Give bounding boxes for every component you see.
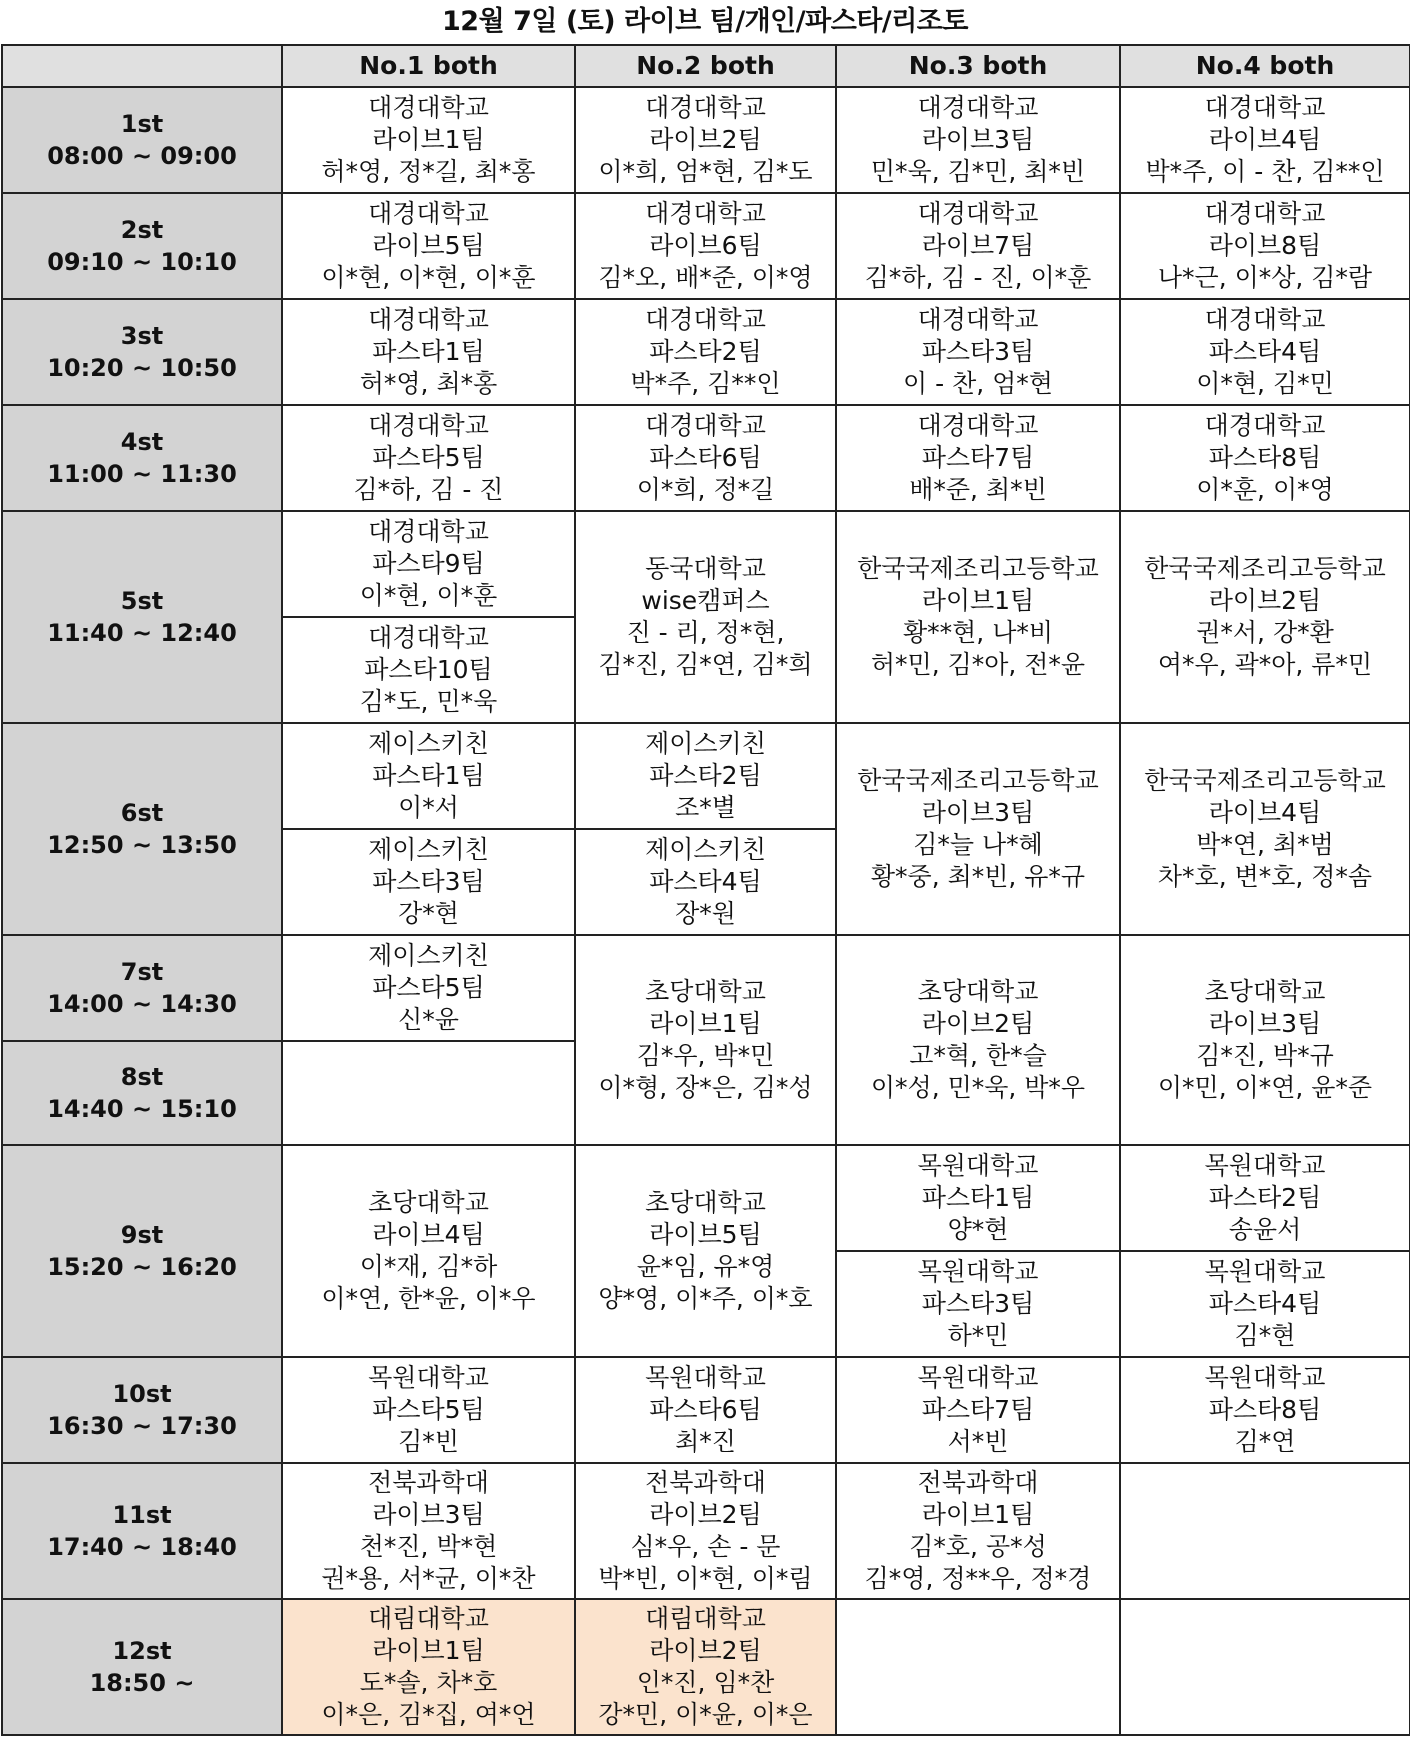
team-cell: [575, 1463, 836, 1599]
team-cell: [836, 1251, 1120, 1357]
slot-time: 14:00 ~ 14:30: [47, 990, 237, 1018]
cell-line: 파스타10팀: [364, 655, 493, 684]
cell-line: 김*하, 김 - 진, 이*훈: [864, 263, 1092, 292]
cell-line: 제이스키친: [645, 729, 766, 758]
team-cell: [1120, 87, 1410, 193]
cell-line: 이*희, 엄*현, 김*도: [598, 157, 813, 186]
slot-time: 17:40 ~ 18:40: [47, 1533, 237, 1561]
cell-line: 라이브1팀: [921, 586, 1035, 615]
time-slot: [2, 1463, 282, 1599]
time-slot: [2, 1041, 282, 1145]
table-row: [2, 1145, 1410, 1251]
team-cell: [575, 1145, 836, 1357]
cell-line: 김*진, 김*연, 김*희: [598, 650, 813, 679]
header-booth-2: No.2 both: [575, 45, 836, 87]
cell-line: 목원대학교: [1204, 1363, 1326, 1392]
cell-line: 목원대학교: [1204, 1257, 1326, 1286]
cell-line: 허*영, 최*홍: [359, 369, 498, 398]
cell-line: 파스타5팀: [372, 1395, 485, 1424]
cell-line: 김*영, 정**우, 정*경: [864, 1564, 1092, 1593]
cell-line: 인*진, 임*찬: [636, 1668, 775, 1697]
cell-line: 배*준, 최*빈: [909, 475, 1047, 504]
cell-line: 파스타1팀: [372, 337, 485, 366]
cell-line: 파스타2팀: [1208, 1183, 1322, 1212]
cell-line: 라이브2팀: [649, 1636, 762, 1665]
time-slot: [2, 193, 282, 299]
cell-line: 김*우, 박*민: [636, 1041, 775, 1070]
cell-line: 라이브3팀: [921, 125, 1035, 154]
cell-line: 황*중, 최*빈, 유*규: [870, 862, 1086, 891]
cell-line: 이*현, 김*민: [1196, 369, 1334, 398]
cell-line: 양*영, 이*주, 이*호: [598, 1284, 813, 1313]
cell-line: 허*영, 정*길, 최*홍: [321, 157, 536, 186]
team-cell-highlighted: [575, 1599, 836, 1735]
slot-name: 6st: [120, 799, 164, 827]
cell-line: 한국국제조리고등학교: [857, 766, 1099, 795]
cell-line: 여*우, 곽*아, 류*민: [1157, 650, 1373, 679]
cell-line: 파스타7팀: [921, 443, 1035, 472]
slot-time: 15:20 ~ 16:20: [47, 1253, 237, 1281]
table-row: [2, 1357, 1410, 1463]
cell-line: 라이브1팀: [921, 1500, 1035, 1529]
empty-cell: [1120, 1599, 1410, 1735]
slot-name: 1st: [120, 110, 164, 138]
cell-line: 황**현, 나*비: [903, 618, 1053, 647]
cell-line: 김*늘 나*혜: [913, 830, 1043, 859]
cell-line: 전북과학대: [917, 1468, 1039, 1497]
cell-line: 김*연: [1234, 1427, 1296, 1456]
empty-cell: [282, 1041, 575, 1145]
slot-name: 12st: [112, 1637, 172, 1665]
cell-line: 라이브4팀: [1208, 798, 1322, 827]
team-cell: [575, 511, 836, 723]
cell-line: 대경대학교: [645, 411, 766, 440]
team-cell: [836, 1357, 1120, 1463]
cell-line: 김*현: [1234, 1321, 1296, 1350]
cell-line: 이*은, 김*집, 여*언: [321, 1700, 536, 1729]
team-cell: [1120, 935, 1410, 1145]
cell-line: 라이브2팀: [921, 1009, 1035, 1038]
cell-line: 대림대학교: [368, 1604, 489, 1633]
team-cell: [836, 1145, 1120, 1251]
cell-line: 파스타2팀: [649, 761, 762, 790]
slot-name: 9st: [120, 1221, 164, 1249]
time-slot: [2, 723, 282, 935]
cell-line: 전북과학대: [368, 1468, 489, 1497]
cell-line: 제이스키친: [645, 835, 766, 864]
slot-time: 12:50 ~ 13:50: [47, 831, 237, 859]
cell-line: 목원대학교: [1204, 1151, 1326, 1180]
time-slot: [2, 1599, 282, 1735]
time-slot: [2, 511, 282, 723]
header-row: [2, 45, 1410, 87]
team-cell: [1120, 193, 1410, 299]
slot-time: 08:00 ~ 09:00: [47, 142, 237, 170]
slot-name: 4st: [120, 428, 164, 456]
team-cell: [575, 87, 836, 193]
cell-line: 대경대학교: [1204, 93, 1326, 122]
cell-line: 대림대학교: [645, 1604, 766, 1633]
slot-name: 7st: [120, 958, 164, 986]
team-cell: [282, 1463, 575, 1599]
cell-line: 파스타3팀: [921, 337, 1035, 366]
header-booth-1: No.1 both: [282, 45, 575, 87]
cell-line: wise캠퍼스: [641, 586, 770, 615]
cell-line: 대경대학교: [368, 93, 489, 122]
team-cell: [575, 1357, 836, 1463]
table-row: [2, 935, 1410, 1041]
cell-line: 라이브2팀: [1208, 586, 1322, 615]
cell-line: 박*주, 김**인: [630, 369, 781, 398]
cell-line: 대경대학교: [917, 305, 1039, 334]
cell-line: 이*훈, 이*영: [1196, 475, 1334, 504]
slot-time: 09:10 ~ 10:10: [47, 248, 237, 276]
cell-line: 목원대학교: [917, 1363, 1039, 1392]
cell-line: 김*도, 민*욱: [359, 687, 498, 716]
cell-line: 대경대학교: [917, 411, 1039, 440]
cell-line: 윤*임, 유*영: [636, 1252, 775, 1281]
cell-line: 서*빈: [947, 1427, 1009, 1456]
cell-line: 라이브7팀: [921, 231, 1035, 260]
time-slot: [2, 935, 282, 1041]
slot-time: 14:40 ~ 15:10: [47, 1095, 237, 1123]
cell-line: 한국국제조리고등학교: [857, 554, 1099, 583]
cell-line: 대경대학교: [1204, 305, 1326, 334]
cell-line: 파스타5팀: [372, 973, 485, 1002]
table-row: [2, 511, 1410, 617]
cell-line: 초당대학교: [368, 1188, 489, 1217]
cell-line: 동국대학교: [645, 554, 766, 583]
cell-line: 파스타6팀: [649, 1395, 762, 1424]
team-cell: [575, 405, 836, 511]
cell-line: 장*원: [675, 899, 736, 928]
cell-line: 나*근, 이*상, 김*람: [1157, 263, 1373, 292]
cell-line: 대경대학교: [917, 93, 1039, 122]
cell-line: 라이브2팀: [649, 125, 762, 154]
team-cell: [575, 829, 836, 935]
cell-line: 대경대학교: [368, 199, 489, 228]
cell-line: 이*현, 이*훈: [359, 581, 498, 610]
slot-name: 11st: [112, 1501, 172, 1529]
cell-line: 대경대학교: [368, 517, 489, 546]
team-cell: [836, 405, 1120, 511]
team-cell: [282, 935, 575, 1041]
team-cell: [836, 1463, 1120, 1599]
team-cell: [836, 935, 1120, 1145]
table-row: [2, 1599, 1410, 1735]
cell-line: 최*진: [675, 1427, 736, 1456]
cell-line: 라이브1팀: [372, 1636, 485, 1665]
cell-line: 김*오, 배*준, 이*영: [598, 263, 813, 292]
cell-line: 파스타1팀: [372, 761, 485, 790]
cell-line: 라이브4팀: [1208, 125, 1322, 154]
table-row: [2, 723, 1410, 829]
cell-line: 강*민, 이*윤, 이*은: [598, 1700, 813, 1729]
cell-line: 권*용, 서*균, 이*찬: [321, 1564, 536, 1593]
team-cell: [282, 1357, 575, 1463]
cell-line: 라이브4팀: [372, 1220, 485, 1249]
empty-cell: [836, 1599, 1120, 1735]
team-cell: [282, 193, 575, 299]
cell-line: 파스타6팀: [649, 443, 762, 472]
team-cell: [1120, 1357, 1410, 1463]
cell-line: 파스타5팀: [372, 443, 485, 472]
team-cell: [836, 723, 1120, 935]
slot-name: 5st: [120, 587, 164, 615]
cell-line: 권*서, 강*환: [1196, 618, 1334, 647]
cell-line: 도*솔, 차*호: [359, 1668, 498, 1697]
cell-line: 박*연, 최*범: [1196, 830, 1334, 859]
team-cell: [282, 723, 575, 829]
team-cell: [575, 723, 836, 829]
table-row: [2, 193, 1410, 299]
cell-line: 이*현, 이*현, 이*훈: [321, 263, 536, 292]
cell-line: 민*욱, 김*민, 최*빈: [870, 157, 1086, 186]
cell-line: 라이브2팀: [649, 1500, 762, 1529]
slot-name: 3st: [120, 322, 164, 350]
team-cell: [575, 935, 836, 1145]
cell-line: 이*연, 한*윤, 이*우: [321, 1284, 536, 1313]
cell-line: 라이브1팀: [372, 125, 485, 154]
cell-line: 파스타1팀: [921, 1183, 1035, 1212]
cell-line: 라이브3팀: [921, 798, 1035, 827]
cell-line: 대경대학교: [368, 623, 489, 652]
team-cell: [282, 511, 575, 617]
cell-line: 김*진, 박*규: [1196, 1041, 1334, 1070]
cell-line: 신*윤: [398, 1005, 459, 1034]
slot-name: 10st: [112, 1380, 172, 1408]
cell-line: 파스타2팀: [649, 337, 762, 366]
cell-line: 파스타8팀: [1208, 1395, 1322, 1424]
cell-line: 파스타8팀: [1208, 443, 1322, 472]
cell-line: 고*혁, 한*슬: [909, 1041, 1047, 1070]
team-cell: [836, 87, 1120, 193]
time-slot: [2, 87, 282, 193]
team-cell: [1120, 405, 1410, 511]
cell-line: 한국국제조리고등학교: [1144, 554, 1386, 583]
slot-time: 10:20 ~ 10:50: [47, 354, 237, 382]
team-cell: [575, 299, 836, 405]
cell-line: 이*성, 민*욱, 박*우: [870, 1073, 1086, 1102]
cell-line: 초당대학교: [645, 1188, 766, 1217]
cell-line: 라이브3팀: [1208, 1009, 1322, 1038]
team-cell: [575, 193, 836, 299]
slot-name: 2st: [120, 216, 164, 244]
cell-line: 대경대학교: [1204, 411, 1326, 440]
cell-line: 대경대학교: [368, 305, 489, 334]
cell-line: 박*주, 이 - 찬, 김**인: [1145, 157, 1385, 186]
table-row: [2, 87, 1410, 193]
cell-line: 라이브5팀: [372, 231, 485, 260]
slot-time: 11:00 ~ 11:30: [47, 460, 237, 488]
slot-time: 18:50 ~: [89, 1669, 195, 1697]
cell-line: 김*빈: [398, 1427, 459, 1456]
cell-line: 파스타3팀: [372, 867, 485, 896]
cell-line: 전북과학대: [645, 1468, 766, 1497]
team-cell: [282, 617, 575, 723]
team-cell: [1120, 723, 1410, 935]
team-cell: [836, 299, 1120, 405]
team-cell: [1120, 1251, 1410, 1357]
team-cell-highlighted: [282, 1599, 575, 1735]
cell-line: 심*우, 손 - 문: [630, 1532, 781, 1561]
cell-line: 라이브1팀: [649, 1009, 762, 1038]
cell-line: 파스타4팀: [649, 867, 762, 896]
cell-line: 목원대학교: [917, 1257, 1039, 1286]
cell-line: 대경대학교: [368, 411, 489, 440]
cell-line: 김*하, 김 - 진: [353, 475, 504, 504]
cell-line: 목원대학교: [645, 1363, 766, 1392]
cell-line: 초당대학교: [645, 977, 766, 1006]
time-slot: [2, 405, 282, 511]
cell-line: 라이브6팀: [649, 231, 762, 260]
cell-line: 대경대학교: [1204, 199, 1326, 228]
cell-line: 강*현: [398, 899, 459, 928]
cell-line: 한국국제조리고등학교: [1144, 766, 1386, 795]
cell-line: 라이브5팀: [649, 1220, 762, 1249]
cell-line: 박*빈, 이*현, 이*림: [598, 1564, 813, 1593]
cell-line: 파스타4팀: [1208, 337, 1322, 366]
cell-line: 조*별: [675, 793, 736, 822]
cell-line: 이*형, 장*은, 김*성: [598, 1073, 813, 1102]
cell-line: 하*민: [947, 1321, 1009, 1350]
cell-line: 대경대학교: [917, 199, 1039, 228]
empty-cell: [1120, 1463, 1410, 1599]
cell-line: 초당대학교: [917, 977, 1039, 1006]
cell-line: 대경대학교: [645, 199, 766, 228]
cell-line: 파스타7팀: [921, 1395, 1035, 1424]
cell-line: 파스타3팀: [921, 1289, 1035, 1318]
header-corner: [2, 45, 282, 87]
cell-line: 대경대학교: [645, 305, 766, 334]
cell-line: 허*민, 김*아, 전*윤: [870, 650, 1086, 679]
cell-line: 파스타9팀: [372, 549, 485, 578]
team-cell: [1120, 1145, 1410, 1251]
slot-time: 11:40 ~ 12:40: [47, 619, 237, 647]
cell-line: 송윤서: [1228, 1215, 1302, 1244]
cell-line: 라이브3팀: [372, 1500, 485, 1529]
team-cell: [282, 87, 575, 193]
cell-line: 이*민, 이*연, 윤*준: [1157, 1073, 1373, 1102]
cell-line: 이 - 찬, 엄*현: [903, 369, 1053, 398]
time-slot: [2, 299, 282, 405]
cell-line: 이*서: [398, 793, 459, 822]
cell-line: 초당대학교: [1204, 977, 1326, 1006]
team-cell: [282, 1145, 575, 1357]
team-cell: [1120, 299, 1410, 405]
header-booth-4: No.4 both: [1120, 45, 1410, 87]
cell-line: 제이스키친: [368, 835, 489, 864]
cell-line: 진 - 리, 정*현,: [626, 618, 785, 647]
table-row: [2, 1463, 1410, 1599]
cell-line: 이*재, 김*하: [359, 1252, 498, 1281]
cell-line: 라이브8팀: [1208, 231, 1322, 260]
time-slot: [2, 1145, 282, 1357]
cell-line: 대경대학교: [645, 93, 766, 122]
cell-line: 양*현: [947, 1215, 1009, 1244]
team-cell: [282, 829, 575, 935]
cell-line: 제이스키친: [368, 941, 489, 970]
cell-line: 천*진, 박*현: [359, 1532, 498, 1561]
cell-line: 파스타4팀: [1208, 1289, 1322, 1318]
slot-time: 16:30 ~ 17:30: [47, 1412, 237, 1440]
cell-line: 목원대학교: [917, 1151, 1039, 1180]
schedule-table: [1, 44, 1410, 1736]
slot-name: 8st: [120, 1063, 164, 1091]
page-title: 12월 7일 (토) 라이브 팀/개인/파스타/리조토: [442, 6, 968, 37]
time-slot: [2, 1357, 282, 1463]
table-row: [2, 299, 1410, 405]
cell-line: 차*호, 변*호, 정*솜: [1157, 862, 1373, 891]
cell-line: 김*호, 공*성: [909, 1532, 1047, 1561]
team-cell: [282, 299, 575, 405]
cell-line: 목원대학교: [368, 1363, 489, 1392]
table-row: [2, 405, 1410, 511]
team-cell: [836, 193, 1120, 299]
team-cell: [1120, 511, 1410, 723]
cell-line: 제이스키친: [368, 729, 489, 758]
team-cell: [282, 405, 575, 511]
cell-line: 이*희, 정*길: [636, 475, 775, 504]
header-booth-3: No.3 both: [836, 45, 1120, 87]
team-cell: [836, 511, 1120, 723]
